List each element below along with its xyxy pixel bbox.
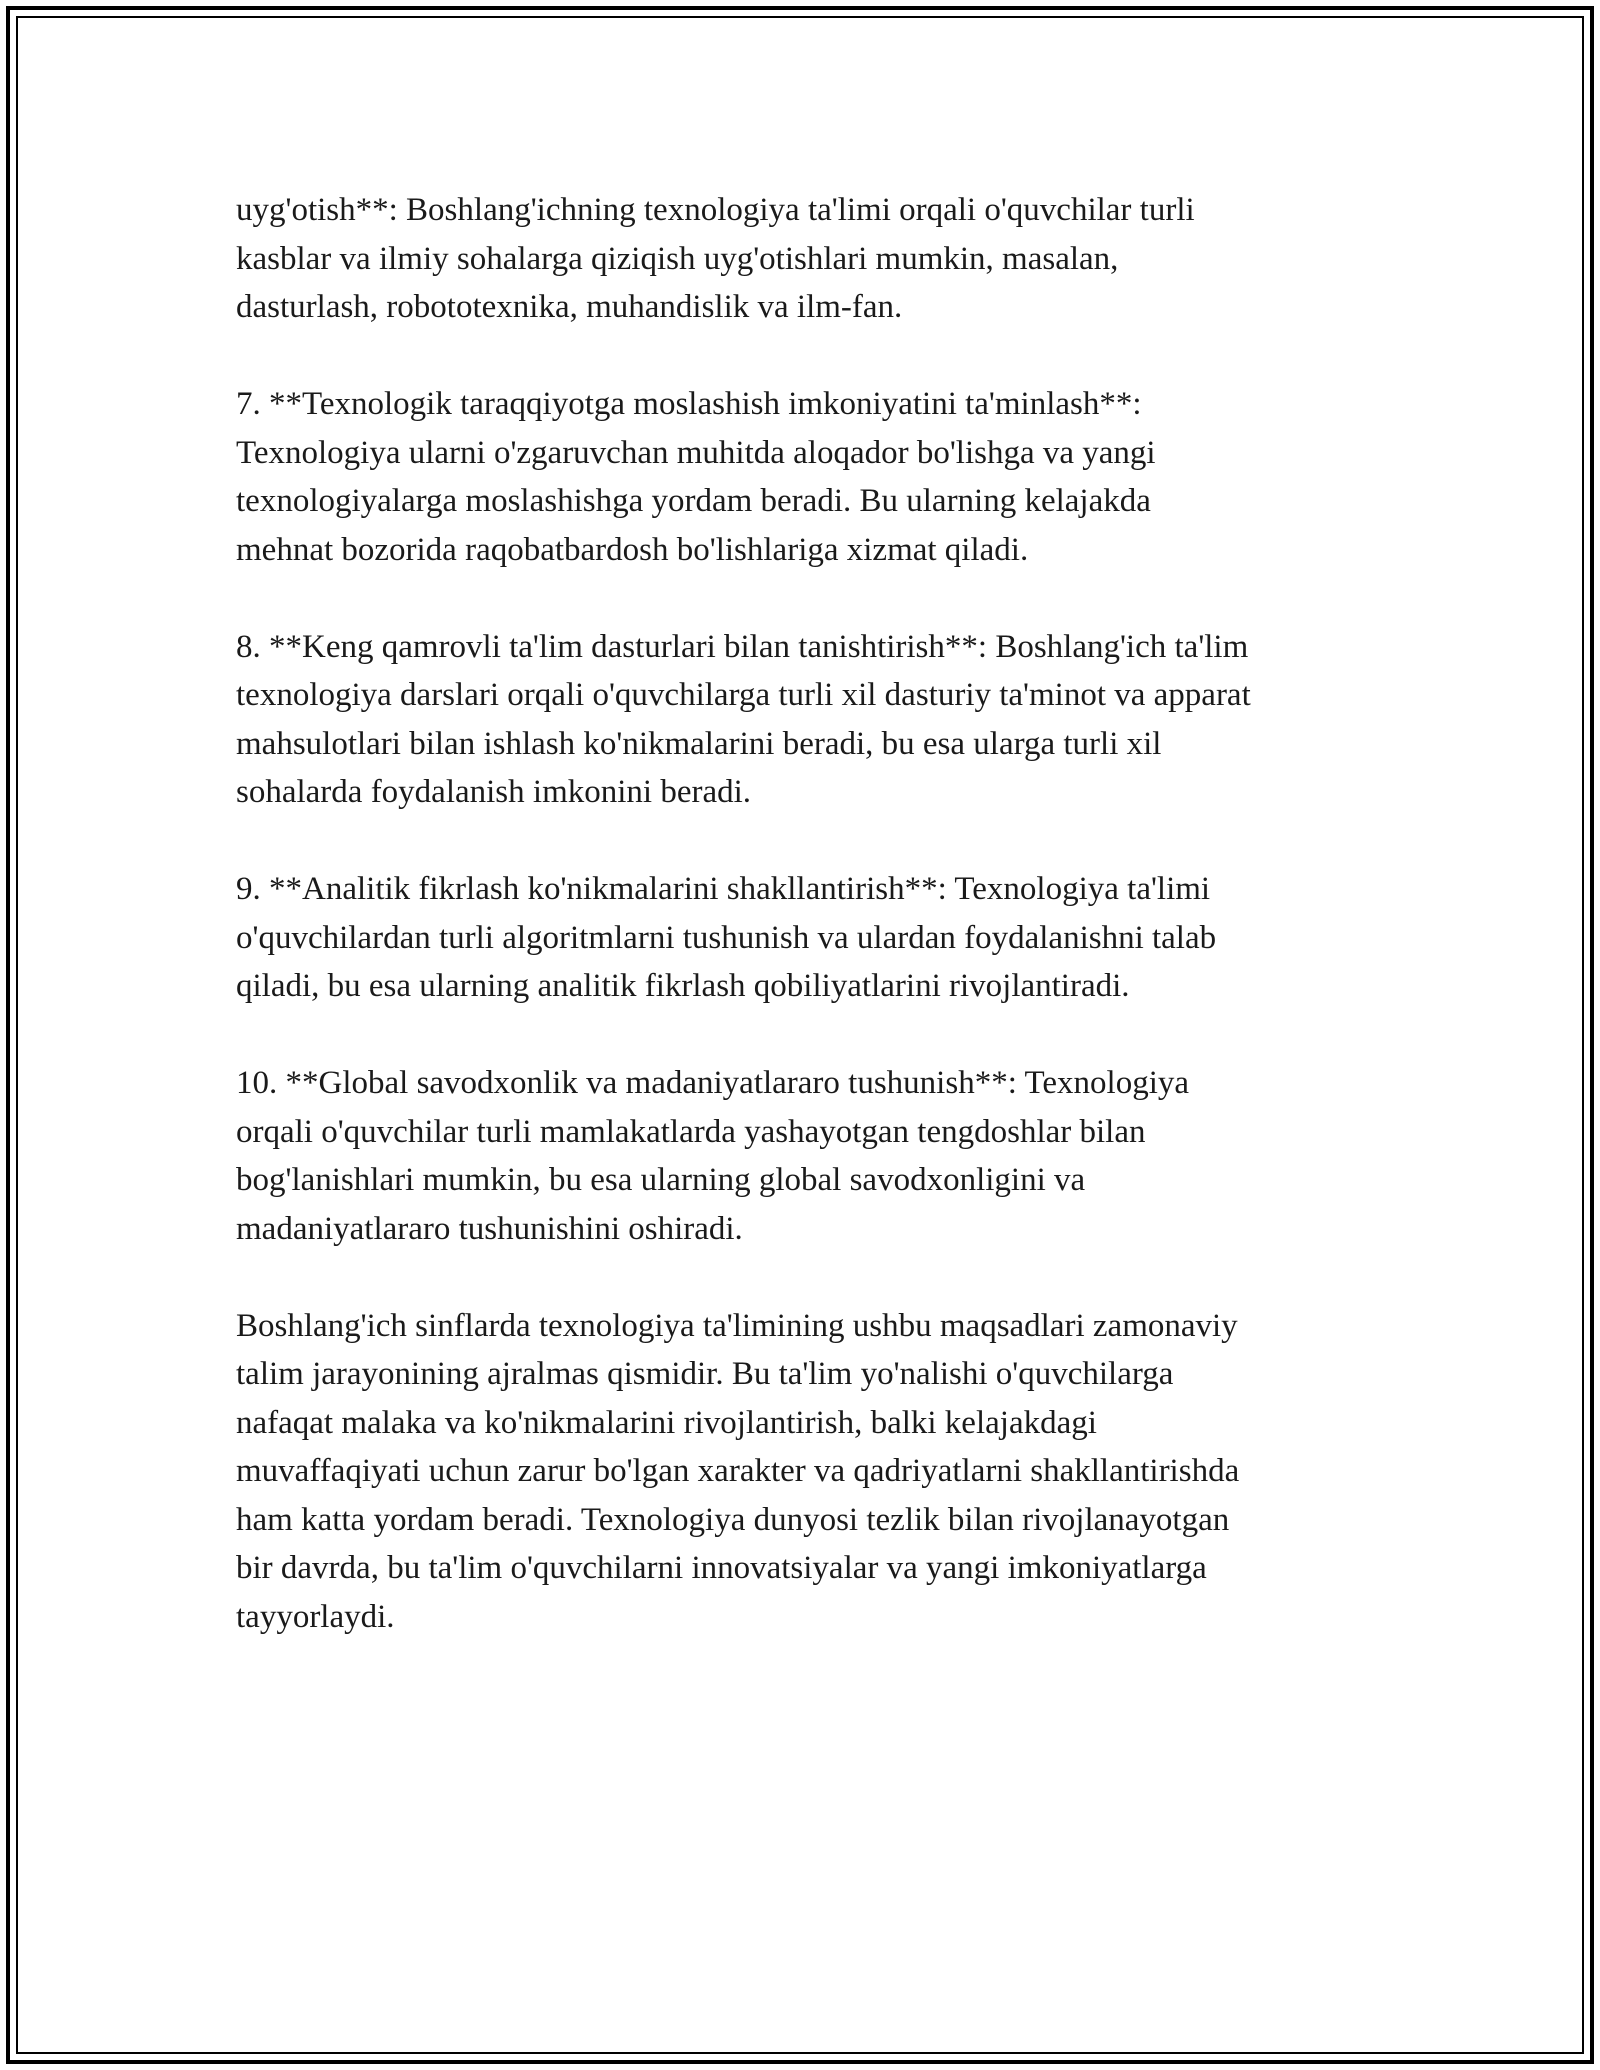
paragraph-continuation: uyg'otish**: Boshlang'ichning texnologiya ta'limi orqali o'quvchilar turli kasblar va ilmiy sohalarga qiziqish uyg'otishlari mumkin, masalan, dasturlash, robototexnika, muhandislik va ilm-fan. — [236, 192, 1195, 325]
paragraph-item-9: 9. **Analitik fikrlash ko'nikmalarini shakllantirish**: Texnologiya ta'limi o'quvchilardan turli algoritmlarni tushunish va ulardan foydalanishni talab qiladi, bu esa ularning analitik fikrlash qobiliyatlarini rivojlantiradi. — [236, 871, 1217, 1004]
paragraph-item-10: 10. **Global savodxonlik va madaniyatlararo tushunish**: Texnologiya orqali o'quvchilar turli mamlakatlarda yashayotgan tengdoshlar bilan bog'lanishlari mumkin, bu esa ularning global savodxonligini va madaniyatlararo tushunishini oshiradi. — [236, 1065, 1190, 1247]
document-body — [236, 186, 1376, 1641]
paragraph-conclusion: Boshlang'ich sinflarda texnologiya ta'limining ushbu maqsadlari zamonaviy talim jarayonining ajralmas qismidir. Bu ta'lim yo'nalishi o'quvchilarga nafaqat malaka va ko'nikmalarini rivojlantirish, balki kelajakdagi muvaffaqiyati uchun zarur bo'lgan xarakter va qadriyatlarni shakllantirishda ham katta yordam beradi. Texnologiya dunyosi tezlik bilan rivojlanayotgan bir davrda, bu ta'lim o'quvchilarni innovatsiyalar va yangi imkoniyatlarga tayyorlaydi. — [236, 1307, 1240, 1635]
paragraph-item-7: 7. **Texnologik taraqqiyotga moslashish imkoniyatini ta'minlash**: Texnologiya ularni o'zgaruvchan muhitda aloqador bo'lishga va yangi texnologiyalarga moslashishga yordam beradi. Bu ularning kelajakda mehnat bozorida raqobatbardosh bo'lishlariga xizmat qiladi. — [236, 386, 1156, 568]
paragraph-item-8: 8. **Keng qamrovli ta'lim dasturlari bilan tanishtirish**: Boshlang'ich ta'lim texnologiya darslari orqali o'quvchilarga turli xil dasturiy ta'minot va apparat mahsulotlari bilan ishlash ko'nikmalarini beradi, bu esa ularga turli xil sohalarda foydalanish imkonini beradi. — [236, 628, 1251, 810]
